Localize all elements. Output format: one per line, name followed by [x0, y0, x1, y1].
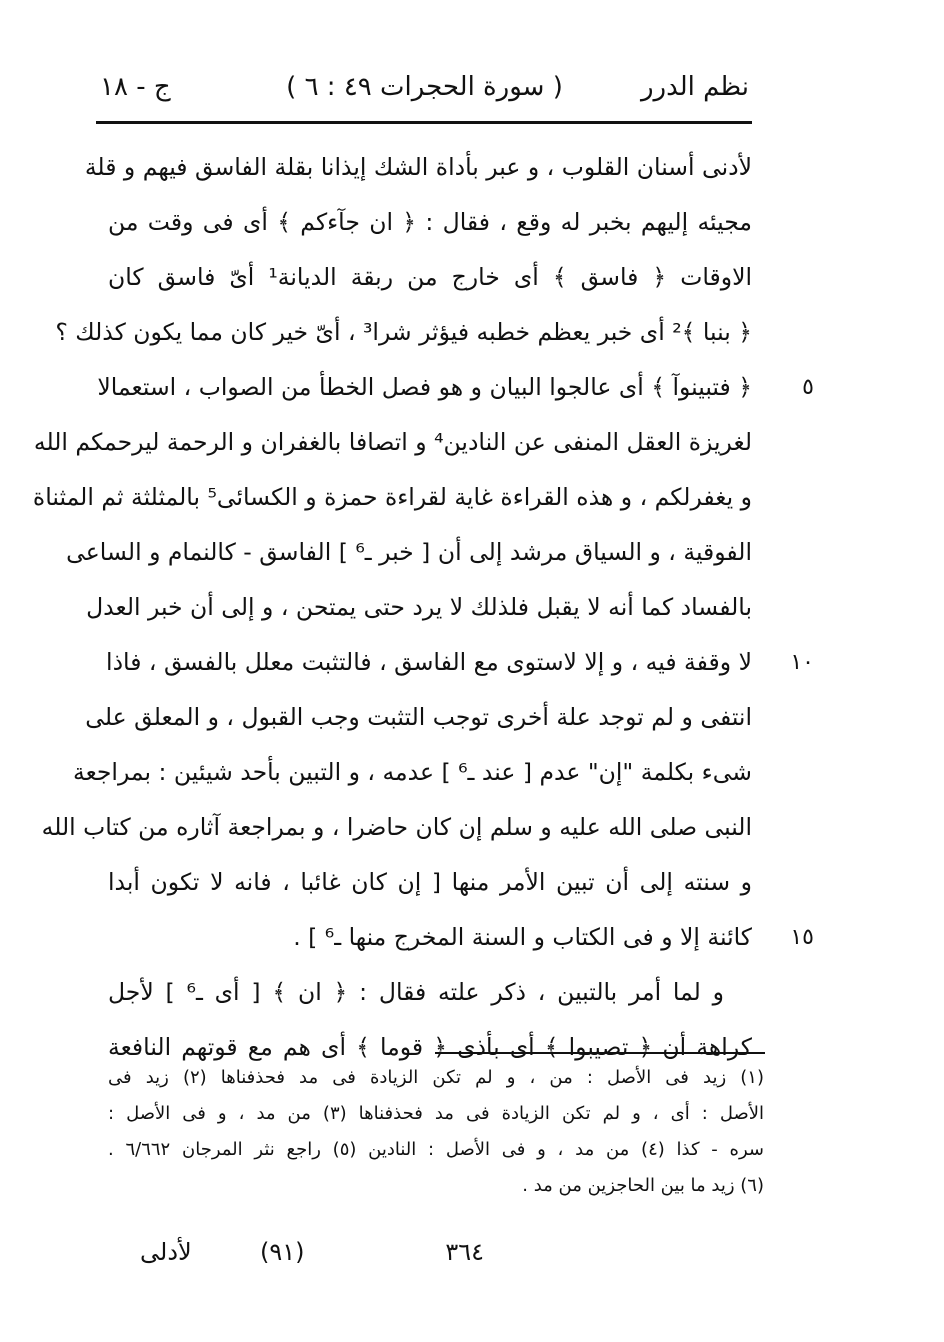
text-line [108, 965, 752, 1020]
volume-number: ج - ١٨ [100, 72, 171, 102]
surah-reference: ( سورة الحجرات ٤٩ : ٦ ) [286, 72, 563, 102]
line-text: مجيئه إليهم بخبر له وقع ، فقال : ﴿ ان جآءكم ﴾ أى فى وقت من [108, 208, 752, 236]
page-footer [140, 1238, 484, 1278]
line-text: النبى صلى الله عليه و سلم إن كان حاضرا ، و بمراجعة آثاره من كتاب الله [41, 813, 752, 841]
text-line [66, 525, 752, 580]
line-text: و يغفرلكم ، و هذه القراءة غاية لقراءة حمزة و الكسائى⁵ بالمثلثة ثم المثناة [32, 483, 752, 511]
signature-mark: (٩١) [260, 1238, 305, 1266]
text-line [84, 140, 752, 195]
line-text: الاوقات ﴿ فاسق ﴾ أى خارج من ربقة الديانة¹ أىّ فاسق كان [108, 263, 753, 291]
line-text: الفوقية ، و السياق مرشد إلى أن [ خبر ـ⁶ ] الفاسق - كالنمام و الساعى [66, 538, 752, 566]
footnotes [108, 1060, 764, 1204]
header-rule [96, 121, 752, 124]
text-line [85, 690, 752, 745]
line-text: لأدنى أسنان القلوب ، و عبر بأداة الشك إيذانا بقلة الفاسق فيهم و قلة [84, 153, 752, 181]
footnote-line: (٦) زيد ما بين الحاجزين من مد . [522, 1175, 764, 1196]
line-text: كراهة أن ﴿ تصيبوا ﴾ أى بأذى ﴿ قوما ﴾ أى هم مع قوتهم النافعة [108, 1033, 752, 1061]
body-text [32, 140, 814, 1075]
line-text: بالفساد كما أنه لا يقبل فلذلك لا يرد حتى يمتحن ، و إلى أن خبر العدل [86, 593, 752, 621]
text-line [55, 305, 752, 360]
running-header [100, 72, 749, 112]
text-line [32, 470, 752, 525]
line-text: كائنة إلا و فى الكتاب و السنة المخرج منها ـ⁶ ] . [293, 923, 752, 951]
text-line [108, 855, 752, 910]
text-line [97, 360, 814, 415]
line-number: ٥ [802, 375, 814, 400]
line-number: ١٠ [790, 650, 814, 675]
text-line [108, 910, 814, 965]
text-line [106, 635, 814, 690]
line-text: لغريزة العقل المنفى عن النادين⁴ و اتصافا بالغفران و الرحمة ليرحمكم الله [33, 428, 752, 456]
text-line [41, 800, 752, 855]
footnote-line: (١) زيد فى الأصل : من ، و لم تكن الزيادة فى مد فحذفناها (٢) زيد فى [108, 1067, 764, 1088]
line-text: ﴿ بنبا ﴾² أى خبر يعظم خطبه فيؤثر شرا³ ، أىّ خير كان مما يكون كذلك ؟ [55, 318, 752, 346]
line-text: انتفى و لم توجد علة أخرى توجب التثبت وجب القبول ، و المعلق على [85, 703, 752, 731]
page-number: ٣٦٤ [445, 1238, 484, 1266]
footnote-line: سره - كذا (٤) من مد ، و فى الأصل : النادين (٥) راجع نثر المرجان ٦/٦٦٢ . [108, 1139, 764, 1160]
line-number: ١٥ [790, 925, 814, 950]
footnote-line: الأصل : أى ، و لم تكن الزيادة فى مد فحذفناها (٣) من مد ، و فى الأصل : [108, 1103, 764, 1124]
line-text: لا وقفة فيه ، و إلا لاستوى مع الفاسق ، فالتثبت معلل بالفسق ، فاذا [106, 648, 752, 676]
text-line [108, 250, 752, 305]
footnote-rule [435, 1052, 765, 1054]
line-text: شىء بكلمة "إن" عدم [ عند ـ⁶ ] عدمه ، و التبين بأحد شيئين : بمراجعة [72, 758, 752, 786]
text-line [72, 745, 752, 800]
line-text: ﴿ فتبينوآ ﴾ أى عالجوا البيان و هو فصل الخطأ من الصواب ، استعمالا [97, 373, 752, 401]
line-text: و سنته إلى أن تبين الأمر منها [ إن كان غائبا ، فانه لا تكون أبدا [108, 868, 752, 896]
text-line [33, 415, 752, 470]
text-line [86, 580, 752, 635]
catchword: لأدلى [140, 1238, 192, 1266]
line-text: و لما أمر بالتبين ، ذكر علته فقال : ﴿ ان ﴾ [ أى ـ⁶ ] لأجل [108, 978, 724, 1006]
text-line [108, 195, 752, 250]
book-title: نظم الدرر [640, 72, 749, 102]
